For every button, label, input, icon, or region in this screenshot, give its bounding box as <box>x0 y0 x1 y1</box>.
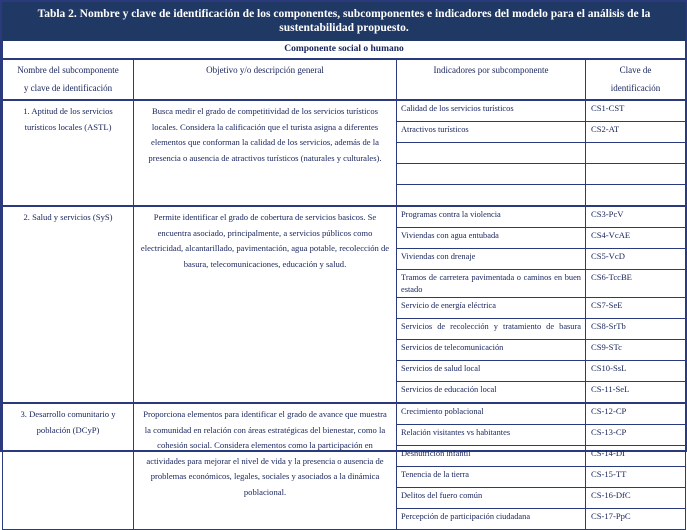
indicator-name: Servicios de recolección y tratamiento de basura <box>397 319 586 340</box>
indicator-name: Servicios de salud local <box>397 361 586 382</box>
indicator-key: CS-14-DI <box>586 446 686 467</box>
column-header-key-line1: Clave de <box>619 65 652 75</box>
component-band-label: Componente social o humano <box>3 41 686 60</box>
indicator-key: CS-16-DfC <box>586 488 686 509</box>
column-header-objective-line1: Objetivo y/o descripción general <box>206 65 324 75</box>
indicator-name: Servicios de telecomunicación <box>397 340 586 361</box>
indicator-name: Delitos del fuero común <box>397 488 586 509</box>
component-band-row <box>3 41 686 60</box>
column-header-row <box>3 59 686 100</box>
indicator-key: CS3-PcV <box>586 206 686 228</box>
indicator-name: Crecimiento poblacional <box>397 403 586 425</box>
indicator-name: Viviendas con drenaje <box>397 249 586 270</box>
table-row <box>3 206 686 228</box>
indicator-spacer <box>397 164 586 185</box>
column-header-indicators <box>397 59 586 100</box>
indicator-name: Atractivos turísticos <box>397 122 586 143</box>
indicator-key: CS-15-TT <box>586 467 686 488</box>
table-row <box>3 100 686 122</box>
column-header-subcomponent-line2: y clave de identificación <box>23 83 113 93</box>
subcomponent-description: Permite identificar el grado de cobertura de servicios basicos. Se encuentra asociado, principalmente, a servicios públicos como electricidad, alcantarillado, pavimentación, agua potable, recolección de basura, telecomunicaciones, educación y salud. <box>134 206 397 403</box>
indicator-key: CS-13-CP <box>586 425 686 446</box>
column-header-subcomponent-line1: Nombre del subcomponente <box>17 65 119 75</box>
indicator-spacer <box>397 143 586 164</box>
indicator-key: CS4-VcAE <box>586 228 686 249</box>
table-title-row <box>3 3 686 41</box>
indicator-name: Viviendas con agua entubada <box>397 228 586 249</box>
indicator-key-spacer <box>586 143 686 164</box>
indicator-name: Programas contra la violencia <box>397 206 586 228</box>
indicator-name: Tramos de carretera pavimentada o caminos en buen estado <box>397 270 586 298</box>
column-header-objective <box>134 59 397 100</box>
indicator-key: CS2-AT <box>586 122 686 143</box>
indicator-name: Desnutrición infantil <box>397 446 586 467</box>
indicator-key: CS-12-CP <box>586 403 686 425</box>
indicator-name: Calidad de los servicios turísticos <box>397 100 586 122</box>
indicator-name: Relación visitantes vs habitantes <box>397 425 586 446</box>
indicator-spacer <box>397 185 586 207</box>
subcomponent-description: Proporciona elementos para identificar el grado de avance que muestra la comunidad en relación con áreas estratégicas del bienestar, como la cohesión social. Considera elementos como la participación en actividades para mejorar el nivel de vida y la presencia o ausencia de problemas económicos, legales, sociales y asociados a la dinámica poblacional. <box>134 403 397 530</box>
indicator-key-spacer <box>586 185 686 207</box>
indicator-key: CS6-TccBE <box>586 270 686 298</box>
column-header-indicators-line1: Indicadores por subcomponente <box>433 65 549 75</box>
indicator-key: CS8-SrTb <box>586 319 686 340</box>
subcomponent-name: 1. Aptitud de los servicios turísticos locales (ASTL) <box>3 100 134 206</box>
column-header-subcomponent <box>3 59 134 100</box>
indicator-key-spacer <box>586 164 686 185</box>
subcomponent-name: 2. Salud y servicios (SyS) <box>3 206 134 403</box>
indicator-key: CS7-SeE <box>586 298 686 319</box>
indicator-name: Tenencia de la tierra <box>397 467 586 488</box>
indicator-key: CS10-SsL <box>586 361 686 382</box>
table-title: Tabla 2. Nombre y clave de identificación de los componentes, subcomponentes e indicadores del modelo para el análisis de la sustentabilidad propuesto. <box>3 3 686 41</box>
indicator-key: CS-11-SeL <box>586 382 686 404</box>
column-header-key-line2: identificación <box>610 83 661 93</box>
indicator-key: CS1-CST <box>586 100 686 122</box>
table-row <box>3 403 686 425</box>
column-header-key <box>586 59 686 100</box>
indicator-name: Percepción de participación ciudadana <box>397 509 586 530</box>
subcomponent-description: Busca medir el grado de competitividad de los servicios turísticos locales. Considera la calificación que el turista asigna a diferentes elementos que conforman la calidad de los servicios, además de la presencia o ausencia de atractivos turísticos (naturales y culturales). <box>134 100 397 206</box>
indicator-name: Servicio de energía eléctrica <box>397 298 586 319</box>
sustainability-model-table <box>2 2 686 530</box>
subcomponent-name: 3. Desarrollo comunitario y población (DCyP) <box>3 403 134 530</box>
indicator-key: CS9-STc <box>586 340 686 361</box>
indicator-key: CS5-VcD <box>586 249 686 270</box>
indicator-name: Servicios de educación local <box>397 382 586 404</box>
indicator-key: CS-17-PpC <box>586 509 686 530</box>
